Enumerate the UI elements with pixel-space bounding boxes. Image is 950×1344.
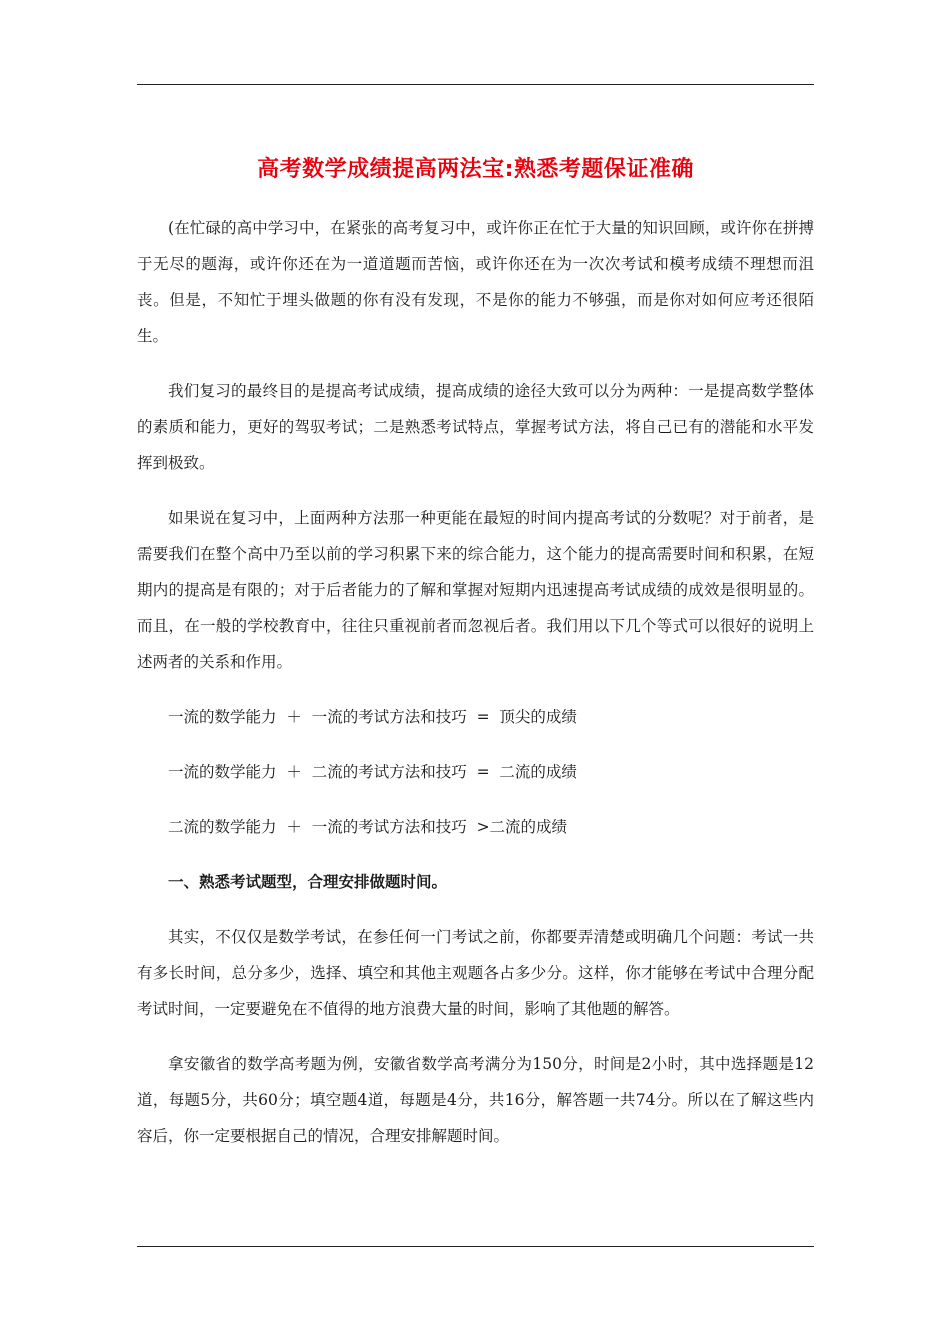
intro-paragraph: (在忙碌的高中学习中，在紧张的高考复习中，或许你正在忙于大量的知识回顾，或许你在拼搏于无尽的题海，或许你还在为一道道题而苦恼，或许你还在为一次次考试和模考成绩不理想而沮丧。但是，不知忙于埋头做题的你有没有发现，不是你的能力不够强，而是你对如何应考还很陌生。 [137, 219, 814, 345]
section-paragraph-1: 其实，不仅仅是数学考试，在参任何一门考试之前，你都要弄清楚或明确几个问题：考试一共有多长时间，总分多少，选择、填空和其他主观题各占多少分。这样，你才能够在考试中合理分配考试时间，一定要避免在不值得的地方浪费大量的时间，影响了其他题的解答。 [137, 928, 814, 1018]
goal-paragraph: 我们复习的最终目的是提高考试成绩，提高成绩的途径大致可以分为两种：一是提高数学整体的素质和能力，更好的驾驭考试；二是熟悉考试特点，掌握考试方法，将自己已有的潜能和水平发挥到极致。 [137, 382, 814, 472]
header-rule [137, 84, 814, 85]
section-heading: 一、熟悉考试题型，合理安排做题时间。 [168, 873, 448, 891]
page-title: 高考数学成绩提高两法宝:熟悉考题保证准确 [257, 157, 694, 182]
equation-line-3: 二流的数学能力 ＋ 一流的考试方法和技巧 >二流的成绩 [168, 818, 568, 836]
equation-line-1: 一流的数学能力 ＋ 一流的考试方法和技巧 = 顶尖的成绩 [168, 708, 577, 726]
comparison-paragraph: 如果说在复习中，上面两种方法那一种更能在最短的时间内提高考试的分数呢？对于前者，是需要我们在整个高中乃至以前的学习积累下来的综合能力，这个能力的提高需要时间和积累，在短期内的提高是有限的；对于后者能力的了解和掌握对短期内迅速提高考试成绩的成效是很明显的。而且，在一般的学校教育中，往往只重视前者而忽视后者。我们用以下几个等式可以很好的说明上述两者的关系和作用。 [137, 509, 814, 671]
section-paragraph-2: 拿安徽省的数学高考题为例，安徽省数学高考满分为150分，时间是2小时，其中选择题是12道，每题5分，共60分；填空题4道，每题是4分，共16分，解答题一共74分。所以在了解这些内容后，你一定要根据自己的情况，合理安排解题时间。 [137, 1055, 814, 1145]
article-body [137, 210, 814, 1173]
equation-line-2: 一流的数学能力 ＋ 二流的考试方法和技巧 = 二流的成绩 [168, 763, 577, 781]
footer-rule [137, 1246, 814, 1247]
